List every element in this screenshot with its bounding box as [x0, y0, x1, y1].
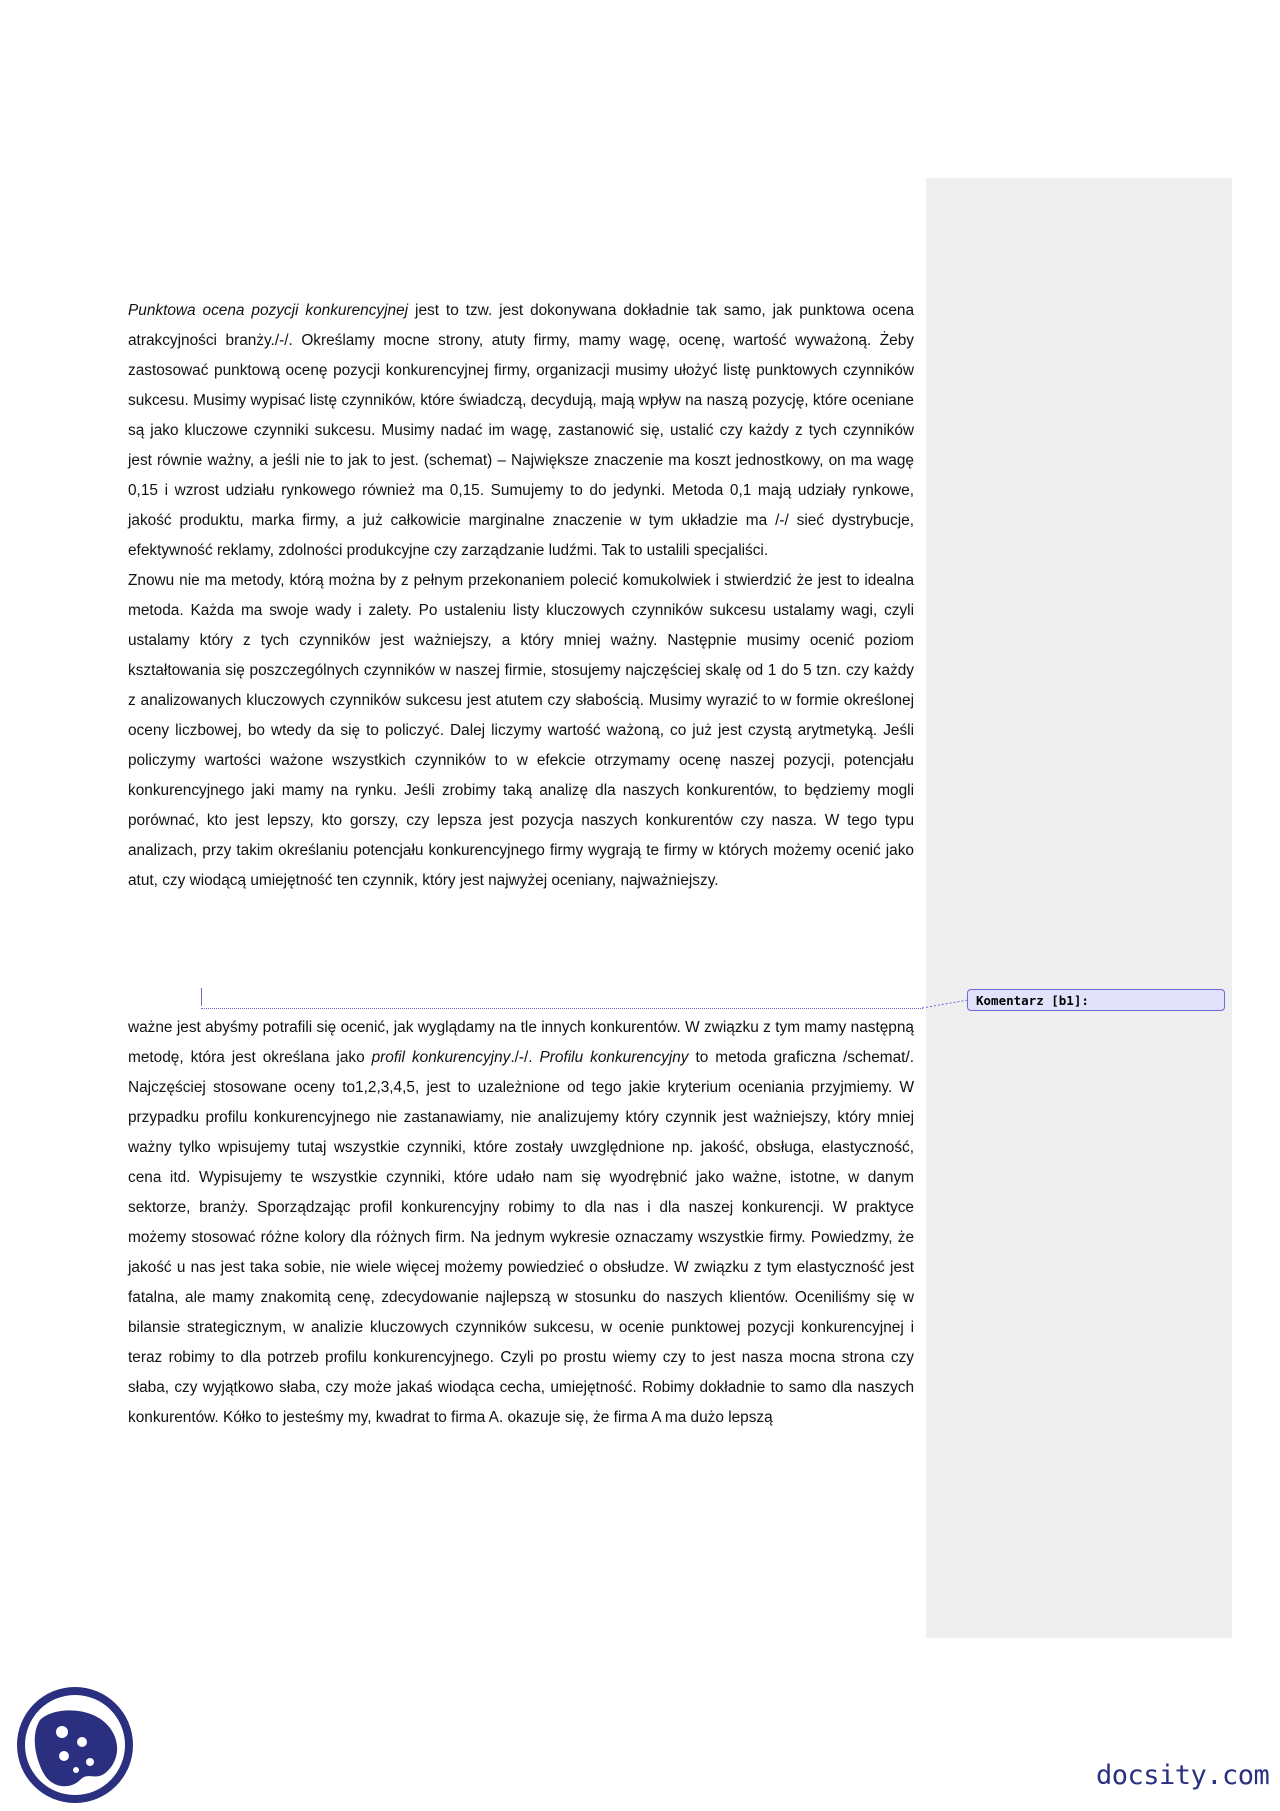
paragraph-3 [128, 1013, 914, 1433]
paragraph-1 [128, 296, 914, 566]
comment-anchor-line [201, 1008, 923, 1009]
comment-balloon[interactable]: Komentarz [b1]: [967, 989, 1225, 1011]
docsity-brand-text[interactable]: docsity.com [1096, 1760, 1270, 1791]
paragraph-text: ./-/. [510, 1049, 540, 1066]
italic-term: Punktowa ocena pozycji konkurencyjnej [128, 302, 409, 319]
italic-term: profil konkurencyjny [371, 1049, 511, 1066]
comment-margin-panel [926, 178, 1232, 1638]
italic-term: Profilu konkurencyjny [539, 1049, 689, 1066]
comment-anchor-marker [201, 988, 202, 1006]
document-body-top [128, 296, 914, 896]
comment-connector-line [922, 990, 968, 1010]
document-body-bottom [128, 1013, 914, 1433]
paragraph-2: Znowu nie ma metody, którą można by z pełnym przekonaniem polecić komukolwiek i stwierdzić że jest to idealna metoda. Każda ma swoje wady i zalety. Po ustaleniu listy kluczowych czynników sukcesu ustalamy wagi, czyli ustalamy który z tych czynników jest ważniejszy, a który mniej ważny. Następnie musimy ocenić poziom kształtowania się poszczególnych czynników w naszej firmie, stosujemy najczęściej skalę od 1 do 5 tzn. czy każdy z analizowanych kluczowych czynników sukcesu jest atutem czy słabością. Musimy wyrazić to w formie określonej oceny liczbowej, bo wtedy da się to policzyć. Dalej liczymy wartość ważoną, co już jest czystą arytmetyką. Jeśli policzymy wartości ważone wszystkich czynników to w efekcie otrzymamy ocenę naszej pozycji, potencjału konkurencyjnego jaki mamy na rynku. Jeśli zrobimy taką analizę dla naszych konkurentów, to będziemy mogli porównać, kto jest lepszy, kto gorszy, czy lepsza jest pozycja naszych konkurentów czy nasza. W tego typu analizach, przy takim określaniu potencjału konkurencyjnego firmy wygrają te firmy w których możemy ocenić jako atut, czy wiodącą umiejętność ten czynnik, który jest najwyżej oceniany, najważniejszy. [128, 572, 914, 889]
paragraph-text: jest to tzw. jest dokonywana dokładnie tak samo, jak punktowa ocena atrakcyjności branży./-/. Określamy mocne strony, atuty firmy, mamy wagę, ocenę, wartość wyważoną. Żeby zastosować punktową ocenę pozycji konkurencyjnej firmy, organizacji musimy ułożyć listę punktowych czynników sukcesu. Musimy wypisać listę czynników, które świadczą, decydują, mają wpływ na naszą pozycję, które oceniane są jako kluczowe czynniki sukcesu. Musimy nadać im wagę, zastanowić się, ustalić czy każdy z tych czynników jest równie ważny, a jeśli nie to jak to jest. (schemat) – Największe znaczenie ma koszt jednostkowy, on ma wagę 0,15 i wzrost udziału rynkowego również ma 0,15. Sumujemy to do jedynki. Metoda 0,1 mają udziały rynkowe, jakość produktu, marka firmy, a już całkowicie marginalne znaczenie w tym układzie ma /-/ sieć dystrybucje, efektywność reklamy, zdolności produkcyjne czy zarządzanie ludźmi. Tak to ustalili specjaliści. [128, 302, 914, 559]
paragraph-text: to metoda graficzna /schemat/. Najczęściej stosowane oceny to1,2,3,4,5, jest to uzależnione od tego jakie kryterium oceniania przyjmiemy. W przypadku profilu konkurencyjnego nie zastanawiamy, nie analizujemy który czynnik jest ważniejszy, który mniej ważny tylko wpisujemy tutaj wszystkie czynniki, które zostały uwzględnione np. jakość, obsługa, elastyczność, cena itd. Wypisujemy te wszystkie czynniki, które udało nam się wyodrębnić jako ważne, istotne, w danym sektorze, branży. Sporządzając profil konkurencyjny robimy to dla nas i dla naszej konkurencji. W praktyce możemy stosować różne kolory dla różnych firm. Na jednym wykresie oznaczamy wszystkie firmy. Powiedzmy, że jakość u nas jest taka sobie, nie wiele więcej możemy powiedzieć o obsłudze. W związku z tym elastyczność jest fatalna, ale mamy znakomitą cenę, zdecydowanie najlepszą w stosunku do naszych klientów. Oceniliśmy się w bilansie strategicznym, w analizie kluczowych czynników sukcesu, w ocenie punktowej pozycji konkurencyjnej i teraz robimy to dla potrzeb profilu konkurencyjnego. Czyli po prostu wiemy czy to jest nasza mocna strona czy słaba, czy wyjątkowo słaba, czy może jakaś wiodąca cecha, umiejętność. Robimy dokładnie to samo dla naszych konkurentów. Kółko to jesteśmy my, kwadrat to firma A. okazuje się, że firma A ma dużo lepszą [128, 1049, 915, 1426]
paragraph-text: ważne jest abyśmy potrafili się ocenić, jak wyglądamy na tle innych konkurentów. W związku z tym mamy następną metodę, która jest określana jako [128, 1019, 914, 1066]
docsity-logo-icon[interactable] [14, 1684, 136, 1806]
